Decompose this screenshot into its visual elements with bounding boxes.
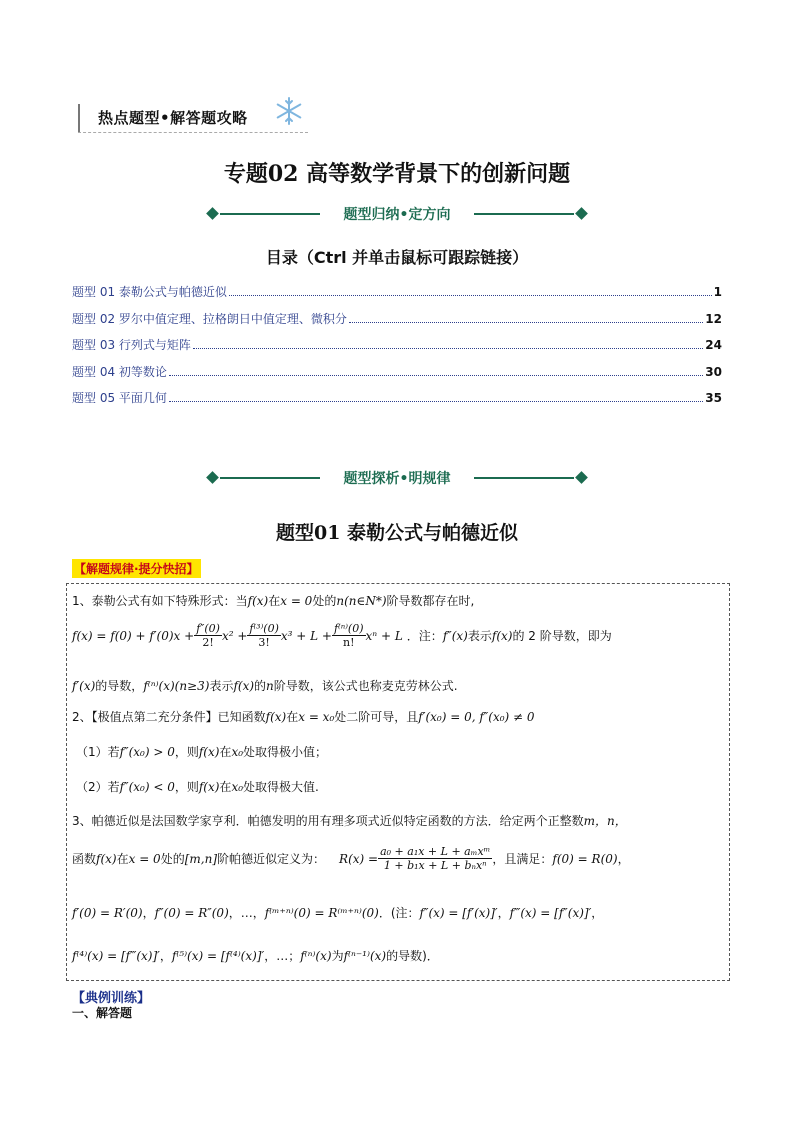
section-title: 题型01 泰勒公式与帕德近似 — [275, 522, 519, 544]
toc-link-2[interactable]: 题型 02 罗尔中值定理、拉格朗日中值定理、微积分 12 — [72, 312, 722, 326]
taylor-formula: f(x) = f(0) + f′(0)x + $\frac{f''(0)}{2!}$ x² + $\frac{\text{f⁽³⁾(0)}}{3!}$ x³ + L + $\frac{\text{f⁽ⁿ⁾(0)}}{n!}$ xⁿ + L ．注： f″(x) 表示 f(x) 的 2 阶导数，即为 — [72, 622, 612, 649]
header-rule — [78, 132, 308, 133]
header-tick — [78, 104, 80, 132]
banner-analysis — [206, 470, 588, 486]
sub-heading: 一、解答题 — [72, 1006, 133, 1020]
page-title: 专题02 高等数学背景下的创新问题 — [223, 161, 571, 187]
banner-label: 题型归纳•定方向 — [343, 207, 451, 223]
rule-1-line-3: f′(x)的导数，f⁽ⁿ⁾(x)(n≥3)表示f(x)的n阶导数，该公式也称麦克劳林公式. — [72, 679, 458, 693]
banner-categories — [206, 206, 588, 222]
rule-2-line-1: 2、【极值点第二充分条件】已知函数f(x)在x = x₀处二阶可导，且f′(x₀) = 0, f″(x₀) ≠ 0 — [72, 710, 535, 724]
rule-3-line-1: 3、帕德近似是法国数学家亨利．帕德发明的用有理多项式近似特定函数的方法．给定两个正整数m，n， — [72, 814, 627, 828]
banner-label: 题型探析•明规律 — [343, 471, 451, 487]
toc-heading: 目录（Ctrl 并单击鼠标可跟踪链接） — [265, 248, 529, 267]
toc-link-3[interactable]: 题型 03 行列式与矩阵 24 — [72, 338, 722, 352]
tip-tag: 【解题规律·提分快招】 — [72, 559, 201, 578]
toc-link-5[interactable]: 题型 05 平面几何 35 — [72, 391, 722, 405]
header-label: 热点题型•解答题攻略 — [98, 109, 248, 127]
pade-definition: 函数 f(x) 在 x = 0 处的 [m,n] 阶帕德近似定义为： R(x) = $\frac{\text{a₀ + a₁x + L + aₘxᵐ}}{\text{1 + b₁x + L + bₙxⁿ}}$ ，且满足： f(0) = R(0) ， — [72, 845, 630, 872]
rule-1-line-1: 1、泰勒公式有如下特殊形式：当f(x)在x = 0处的n(n∈N*)阶导数都存在时, — [72, 594, 475, 608]
pade-conditions: f′(0) = R′(0)，f″(0) = R″(0)，…，f⁽ᵐ⁺ⁿ⁾(0) = R⁽ᵐ⁺ⁿ⁾(0)．(注：f″(x) = [f′(x)]′，f‴(x) = [f″(x)]′， — [72, 906, 604, 920]
rule-2-case-2: （2）若f″(x₀) < 0，则f(x)在x₀处取得极大值. — [76, 780, 319, 794]
pade-notes: f⁽⁴⁾(x) = [f‴(x)]′，f⁽⁵⁾(x) = [f⁽⁴⁾(x)]′，…；f⁽ⁿ⁾(x)为f⁽ⁿ⁻¹⁾(x)的导数)． — [72, 949, 439, 963]
toc-link-1[interactable]: 题型 01 泰勒公式与帕德近似 1 — [72, 285, 722, 299]
snowflake-icon — [274, 96, 304, 126]
toc-link-4[interactable]: 题型 04 初等数论 30 — [72, 365, 722, 379]
rule-2-case-1: （1）若f″(x₀) > 0，则f(x)在x₀处取得极小值； — [76, 745, 328, 759]
example-heading: 【典例训练】 — [72, 991, 151, 1006]
